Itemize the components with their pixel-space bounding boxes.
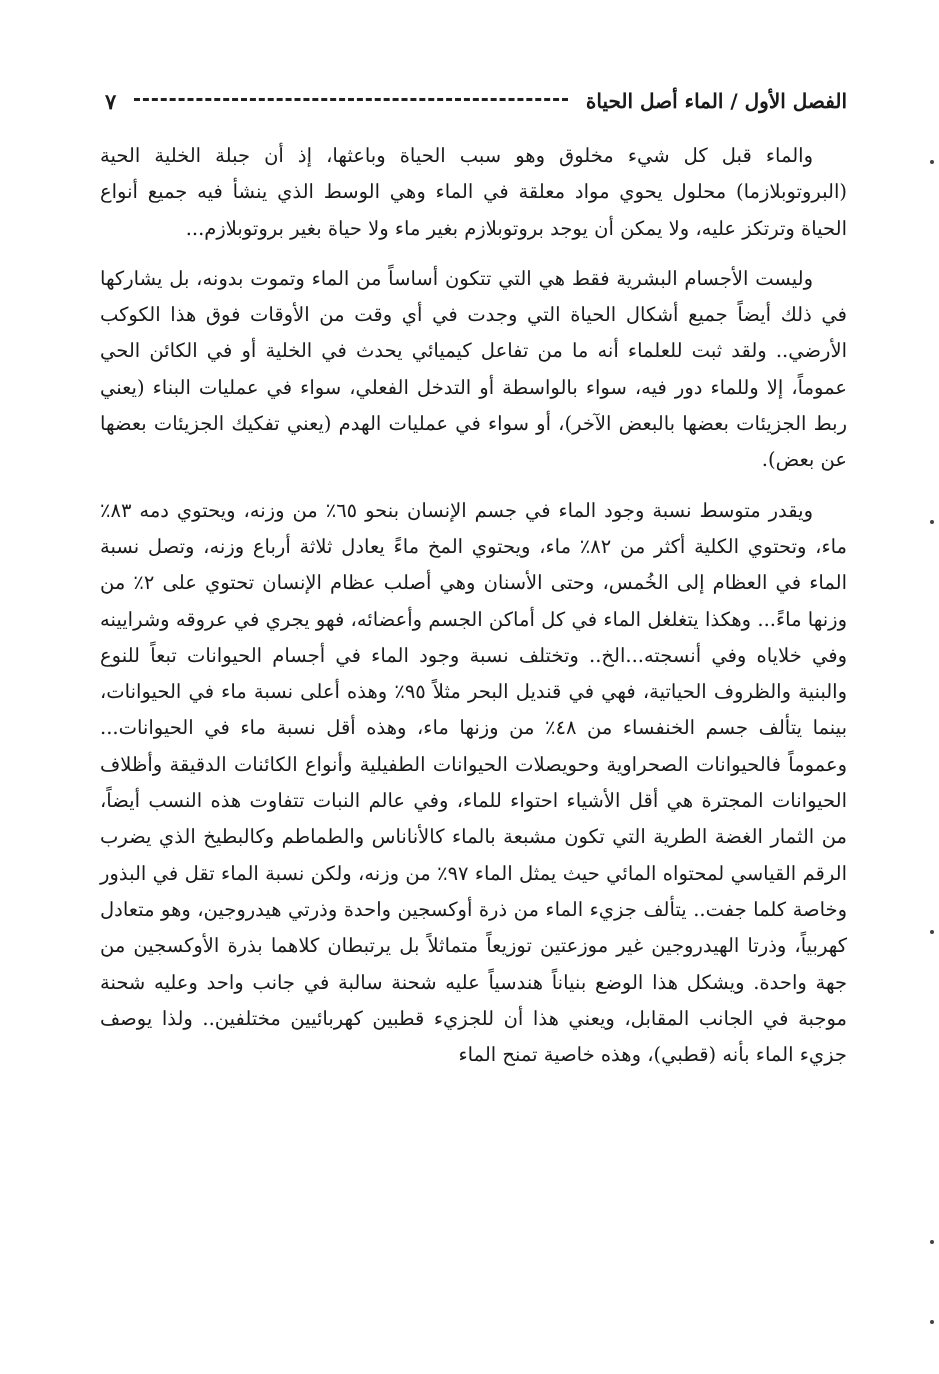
running-header [105,84,847,118]
paragraph-1: والماء قبل كل شيء مخلوق وهو سبب الحياة وباعثها، إذ أن جبلة الخلية الحية (البروتوبلازما) محلول يحوي مواد معلقة في الماء وهي الوسط الذي ينشأ فيه جميع أنواع الحياة وترتكز عليه، ولا يمكن أن يوجد بروتوبلازم بغير ماء ولا حياة بغير بروتوبلازم... [100,144,847,240]
paragraph-2: وليست الأجسام البشرية فقط هي التي تتكون أساساً من الماء وتموت بدونه، بل يشاركها في ذلك أيضاً جميع أشكال الحياة التي وجدت في أي وقت من الأوقات فوق هذا الكوكب الأرضي.. ولقد ثبت للعلماء أنه ما من تفاعل كيميائي يحدث في الخلية أو في الكائن الحي عموماً، إلا وللماء دور فيه، سواء بالواسطة أو التدخل الفعلي، سواء في عمليات البناء (يعني ربط الجزيئات بعضها بالبعض الآخر)، أو سواء في عمليات الهدم (يعني تفكيك الجزيئات بعضها عن بعض). [100,266,847,472]
paragraph-3: ويقدر متوسط نسبة وجود الماء في جسم الإنسان بنحو ٦٥٪ من وزنه، ويحتوي دمه ٨٣٪ ماء، وتحتوي الكلية أكثر من ٨٢٪ ماء، ويحتوي المخ ماءً يعادل ثلاثة أرباع وزنه، وتصل نسبة الماء في العظام إلى الخُمس، وحتى الأسنان وهي أصلب عظام الإنسان تحتوي على ٢٪ من وزنها ماءً... وهكذا يتغلغل الماء في كل أماكن الجسم وأعضائه، فهو يجري في عروقه وشرايينه وفي خلاياه وفي أنسجته...الخ.. وتختلف نسبة وجود الماء في أجسام الحيوانات تبعاً للنوع والبنية والظروف الحياتية، فهي في قنديل البحر مثلاً ٩٥٪ وهذه أعلى نسبة ماء في الحيوانات، بينما يتألف جسم الخنفساء من ٤٨٪ من وزنها ماء، وهذه أقل نسبة ماء في الحيوانات... وعموماً فالحيوانات الصحراوية وحويصلات الحيوانات الطفيلية وأنواع الكائنات الدقيقة وأظلاف الحيوانات المجترة هي أقل الأشياء احتواء للماء، وفي عالم النبات تتفاوت هذه النسب أيضاً، من الثمار الغضة الطرية التي تكون مشبعة بالماء كالأناناس والطماطم وكالبطيخ الذي يضرب الرقم القياسي لمحتواه المائي حيث يمثل الماء ٩٧٪ من وزنه، ولكن نسبة الماء تقل في البذور وخاصة كلما جفت.. يتألف جزيء الماء من ذرة أوكسجين واحدة وذرتي هيدروجين، وهو متعادل كهربياً، وذرتا الهيدروجين غير موزعتين توزيعاً متماثلاً بل يرتبطان كلاهما بذرة الأوكسجين من جهة واحدة. ويشكل هذا الوضع بنياناً هندسياً عليه شحنة سالبة في جانب واحد وعليه شحنة موجبة في الجانب المقابل، ويعني هذا أن للجزيء قطبين كهربائيين مختلفين.. ولذا يوصف جزيء الماء بأنه (قطبي)، وهذه خاصية تمنح الماء [100,498,848,1067]
scan-speck [930,160,934,164]
chapter-title: الفصل الأول / الماء أصل الحياة [585,89,847,113]
scan-speck [930,1240,934,1244]
header-dashed-rule [134,98,568,101]
page-number: ٧ [105,88,117,114]
scan-speck [930,1320,934,1324]
body-text [100,138,847,1073]
scan-speck [930,520,934,524]
scan-speck [930,930,934,934]
